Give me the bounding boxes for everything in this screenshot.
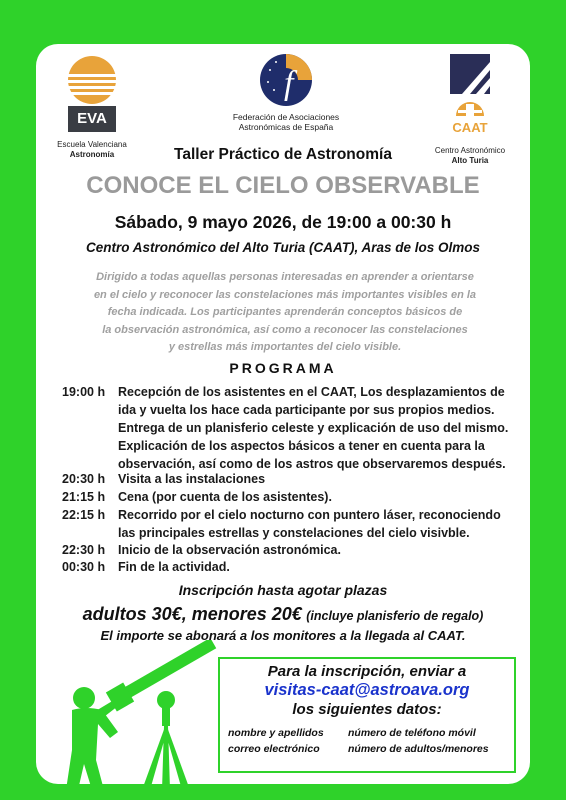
programa-line: observación, así como de los astros que observaremos después. — [118, 457, 506, 471]
prices-note: (incluye planisferio de regalo) — [306, 609, 484, 623]
programa-heading: PROGRAMA — [229, 360, 337, 376]
eva-mark: EVA — [77, 110, 107, 127]
federation-logo-icon — [258, 52, 314, 108]
registration-line3: los siguientes datos: — [292, 701, 442, 718]
inscripcion-heading: Inscripción hasta agotar plazas — [178, 582, 388, 598]
programa-item — [62, 470, 558, 488]
programa-time: 20:30 h — [62, 472, 106, 486]
programa-time: 21:15 h — [62, 490, 106, 504]
field-label: número de adultos/menores — [348, 743, 489, 755]
programa-line: Cena (por cuenta de los asistentes). — [118, 490, 332, 504]
prices: adultos 30€, menores 20€ — [82, 604, 302, 624]
eva-line2: Astronomía — [69, 150, 115, 159]
programa-line: Visita a las instalaciones — [118, 472, 266, 486]
programa-item — [62, 541, 558, 559]
payment-note: El importe se abonará a los monitores a la llegada al CAAT. — [100, 628, 466, 643]
event-venue: Centro Astronómico del Alto Turia (CAAT), Aras de los Olmos — [85, 240, 481, 255]
field-label: número de teléfono móvil — [348, 727, 476, 739]
programa-line: las principales estrellas y constelaciones del cielo visivble. — [118, 526, 470, 540]
registration-email[interactable]: visitas-caat@astroava.org — [264, 681, 470, 699]
fed-line2: Astronómicas de España — [238, 122, 334, 132]
programa-item — [62, 506, 558, 542]
field-label: correo electrónico — [228, 743, 320, 755]
registration-box — [218, 657, 516, 773]
federation-logo — [258, 52, 314, 108]
programa-item — [62, 558, 558, 576]
programa-line: Inicio de la observación astronómica. — [118, 543, 341, 557]
prices-line — [0, 604, 566, 625]
intro-line: fecha indicada. Los participantes aprenderán conceptos básicos de — [107, 306, 463, 318]
programa-time: 22:30 h — [62, 543, 106, 557]
eva-logo — [62, 52, 122, 134]
event-subtitle: Taller Práctico de Astronomía — [174, 146, 392, 163]
caat-mark: CAAT — [452, 120, 488, 135]
caat-line1: Centro Astronómico — [434, 146, 506, 155]
svg-text:f: f — [284, 65, 294, 102]
programa-line: Recepción de los asistentes en el CAAT, Los desplazamientos de — [118, 385, 505, 399]
fed-line1: Federación de Asociaciones — [232, 112, 340, 122]
eva-line1: Escuela Valenciana — [57, 140, 127, 149]
intro-line: la observación astronómica, así como a reconocer las constelaciones — [102, 323, 468, 336]
caat-line2: Alto Turia — [451, 156, 489, 165]
intro-line: Dirigido a todas aquellas personas interesadas en aprender a orientarse — [96, 271, 474, 283]
programa-line: Entrega de un planisferio celeste y explicación de uso del mismo. — [118, 421, 509, 435]
registration-fields-left — [228, 725, 324, 757]
programa-line: Explicación de los aspectos básicos a tener en cuenta para la — [118, 439, 485, 453]
intro-paragraph — [70, 269, 500, 357]
telescope-observer-icon — [58, 640, 218, 790]
field-label: nombre y apellidos — [228, 727, 324, 739]
programa-line: Recorrido por el cielo nocturno con puntero láser, reconociendo — [118, 508, 501, 522]
programa-time: 22:15 h — [62, 508, 106, 522]
federation-caption — [225, 112, 347, 132]
programa-line: Fin de la actividad. — [118, 560, 230, 574]
intro-line: y estrellas más importantes del cielo visible. — [168, 341, 402, 353]
event-date: Sábado, 9 mayo 2026, de 19:00 a 00:30 h — [114, 212, 452, 232]
programa-line: ida y vuelta los hace cada participante por sus propios medios. — [118, 403, 495, 417]
registration-line1: Para la inscripción, enviar a — [267, 663, 467, 680]
programa-time: 19:00 h — [62, 385, 106, 399]
programa-item — [62, 383, 558, 473]
programa-item — [62, 488, 558, 506]
registration-fields-right — [348, 725, 489, 757]
intro-line: en el cielo y reconocer las constelaciones más importantes visibles en la — [93, 288, 477, 301]
event-title: CONOCE EL CIELO OBSERVABLE — [86, 172, 480, 199]
programa-time: 00:30 h — [62, 560, 106, 574]
caat-logo — [446, 54, 494, 138]
